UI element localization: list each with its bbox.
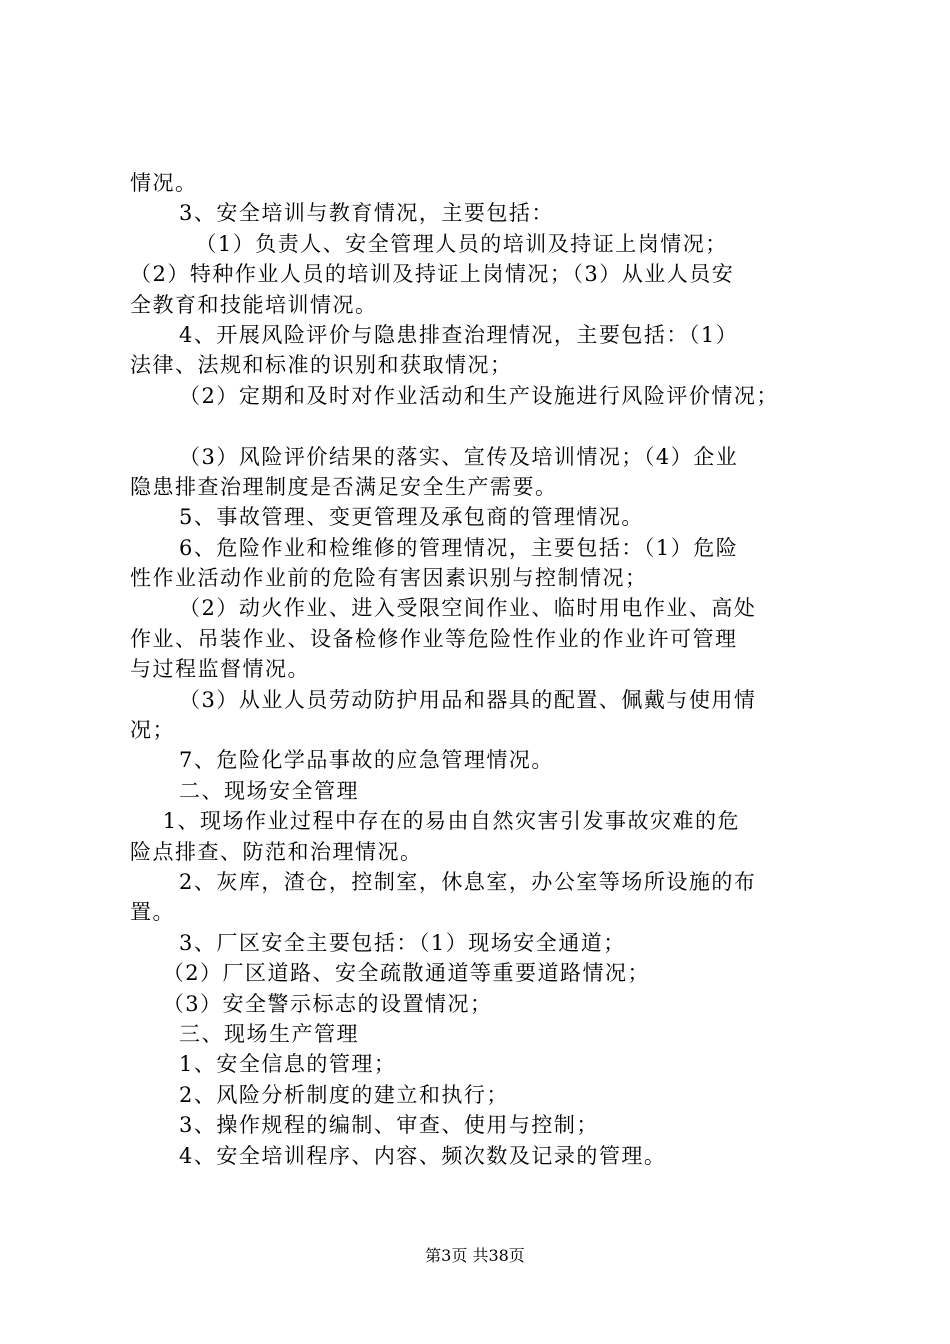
- text-line: 全教育和技能培训情况。: [130, 292, 378, 317]
- section-heading: 三、现场生产管理: [130, 1021, 360, 1046]
- text-line: 7、危险化学品事故的应急管理情况。: [130, 748, 554, 773]
- text-line: 1、现场作业过程中存在的易由自然灾害引发事故灾难的危: [130, 809, 741, 834]
- text-line: （2）特种作业人员的培训及持证上岗情况；（3）从业人员安: [130, 262, 735, 287]
- page-number-footer: 第3页 共38页: [425, 1246, 525, 1265]
- text-line: 作业、吊装作业、设备检修作业等危险性作业的作业许可管理: [130, 626, 738, 651]
- text-line: （1）负责人、安全管理人员的培训及持证上岗情况；: [130, 231, 728, 256]
- text-line: （3）从业人员劳动防护用品和器具的配置、佩戴与使用情: [130, 687, 757, 712]
- text-line: 3、操作规程的编制、审查、使用与控制；: [130, 1113, 599, 1138]
- text-line: （2）定期和及时对作业活动和生产设施进行风险评价情况；: [130, 383, 779, 408]
- text-line: （3）安全警示标志的设置情况；: [130, 991, 493, 1016]
- text-line: 置。: [130, 900, 175, 925]
- section-heading: 二、现场安全管理: [130, 778, 360, 803]
- text-line: 3、厂区安全主要包括：（1）现场安全通道；: [130, 930, 626, 955]
- text-line: 况；: [130, 718, 175, 743]
- document-body: [130, 168, 836, 1171]
- text-line: 性作业活动作业前的危险有害因素识别与控制情况；: [130, 566, 648, 591]
- text-line: 险点排查、防范和治理情况。: [130, 839, 423, 864]
- blank-line: [130, 411, 836, 441]
- text-line: 3、安全培训与教育情况，主要包括：: [130, 201, 554, 226]
- text-line: 情况。: [130, 171, 198, 195]
- text-line: 2、风险分析制度的建立和执行；: [130, 1082, 509, 1107]
- text-line: （2）厂区道路、安全疏散通道等重要道路情况；: [130, 961, 651, 986]
- text-line: 1、安全信息的管理；: [130, 1052, 397, 1077]
- text-line: （3）风险评价结果的落实、宣传及培训情况；（4）企业: [130, 444, 739, 469]
- text-line: （2）动火作业、进入受限空间作业、临时用电作业、高处: [130, 596, 757, 621]
- text-line: 6、危险作业和检维修的管理情况，主要包括：（1）危险: [130, 535, 739, 560]
- text-line: 与过程监督情况。: [130, 657, 310, 682]
- text-line: 4、开展风险评价与隐患排查治理情况，主要包括：（1）: [130, 322, 739, 347]
- text-line: 2、灰库，渣仓，控制室，休息室，办公室等场所设施的布: [130, 869, 757, 894]
- text-line: 5、事故管理、变更管理及承包商的管理情况。: [130, 505, 644, 530]
- text-line: 隐患排查治理制度是否满足安全生产需要。: [130, 474, 558, 499]
- text-line: 4、安全培训程序、内容、频次数及记录的管理。: [130, 1143, 667, 1168]
- text-line: 法律、法规和标准的识别和获取情况；: [130, 353, 513, 378]
